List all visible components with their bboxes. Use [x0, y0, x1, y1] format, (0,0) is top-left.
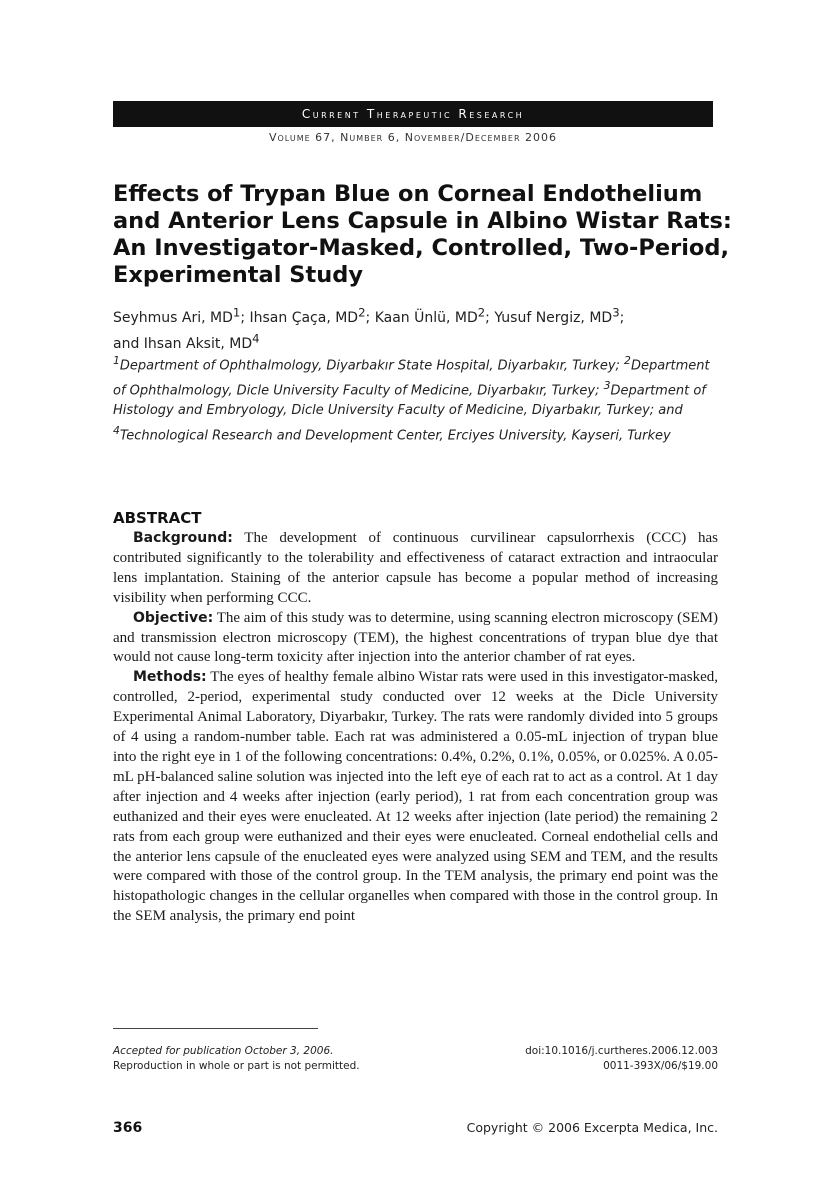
- affiliation: Department of Histology and Embryology, Dicle University Faculty of Medicine, Diyarbakır, Turkey; and: [113, 383, 706, 419]
- author: Ihsan Çaça, $MD^2$;: [249, 305, 375, 326]
- accepted-date: Accepted for publication October 3, 2006.: [113, 1045, 334, 1057]
- abstract-body: [113, 529, 718, 927]
- abstract-objective: Objective: The aim of this study was to determine, using scanning electron microscopy (SEM) and transmission electron microscopy (TEM), the highest concentrations of trypan blue dye that would not cause long-term toxicity after injection into the anterior chamber of rat eyes.: [113, 609, 718, 666]
- publication-notes: [113, 1044, 443, 1074]
- identifiers: [460, 1044, 718, 1074]
- abstract-heading: ABSTRACT: [113, 509, 202, 527]
- journal-name-banner: Current Therapeutic Research: [113, 101, 713, 127]
- affiliation: Technological Research and Development Center, Erciyes University, Kayseri, Turkey: [119, 428, 671, 444]
- abstract-background: Background: The development of continuous curvilinear capsulorrhexis (CCC) has contributed significantly to the tolerability and effectiveness of cataract extraction and intraocular lens implantation. Staining of the anterior capsule has become a popular method of increasing visibility when performing CCC.: [113, 530, 718, 606]
- article-title: Effects of Trypan Blue on Corneal Endothelium and Anterior Lens Capsule in Albino Wistar Rats: An Investigator-Masked, Controlled, Two-Period, Experimental Study: [113, 181, 732, 288]
- affiliation: Department of Ophthalmology, Dicle University Faculty of Medicine, Diyarbakır, Turkey;: [113, 358, 710, 399]
- author-list: [113, 302, 723, 355]
- doi: doi:10.1016/j.curtheres.2006.12.003: [525, 1045, 718, 1057]
- abstract-methods: Methods: The eyes of healthy female albino Wistar rats were used in this investigator-masked, controlled, 2-period, experimental study conducted over 12 weeks at the Dicle University Experimental Animal Laboratory, Diyarbakır, Turkey. The rats were randomly divided into 5 groups of 4 using a random-number table. Each rat was administered a 0.05-mL injection of trypan blue into the right eye in 1 of the following concentrations: 0.4%, 0.2%, 0.1%, 0.05%, or 0.025%. A 0.05-mL pH-balanced saline solution was injected into the left eye of each rat to act as a control. At 1 day after injection and 4 weeks after injection (early period), 1 rat from each concentration group was euthanized and their eyes were enucleated. At 12 weeks after injection (late period) the remaining 2 rats from each group were euthanized and their eyes were enucleated. Corneal endothelial cells and the anterior lens capsule of the enucleated eyes were analyzed using SEM and TEM, and the results were compared with those of the control group. In the TEM analysis, the primary end point was the histopathologic changes in the cellular organelles when compared with those in the control group. In the SEM analysis, the primary end point: [113, 669, 718, 925]
- affiliation: Department of Ophthalmology, Diyarbakır State Hospital, Diyarbakır, Turkey;: [119, 358, 625, 374]
- reproduction-notice: Reproduction in whole or part is not permitted.: [113, 1060, 360, 1072]
- author: Kaan Ünlü, $MD^2$;: [374, 305, 495, 326]
- affiliation-list: $^1$Department of Ophthalmology, Diyarbakır State Hospital, Diyarbakır, Turkey; $^2$Department of Ophthalmology, Dicle University Faculty of Medicine, Diyarbakır, Turkey; $^3$Department of Histology and Embryology, Dicle University Faculty of Medicine, Diyarbakır, Turkey; and $^4$Technological Research and Development Center, Erciyes University, Kayseri, Turkey: [113, 354, 710, 444]
- copyright-notice: Copyright © 2006 Excerpta Medica, Inc.: [466, 1120, 718, 1135]
- author: Seyhmus Ari, $MD^1$;: [113, 305, 250, 326]
- volume-issue-line: Volume 67, Number 6, November/December 2006: [268, 131, 558, 144]
- author: and Ihsan Aksit, $MD^4$: [113, 331, 260, 353]
- footnote-divider: [113, 1028, 318, 1029]
- page-number: 366: [113, 1120, 143, 1136]
- issn-price: 0011-393X/06/$19.00: [603, 1060, 718, 1072]
- author: Yusuf Nergiz, $MD^3$;: [494, 305, 625, 326]
